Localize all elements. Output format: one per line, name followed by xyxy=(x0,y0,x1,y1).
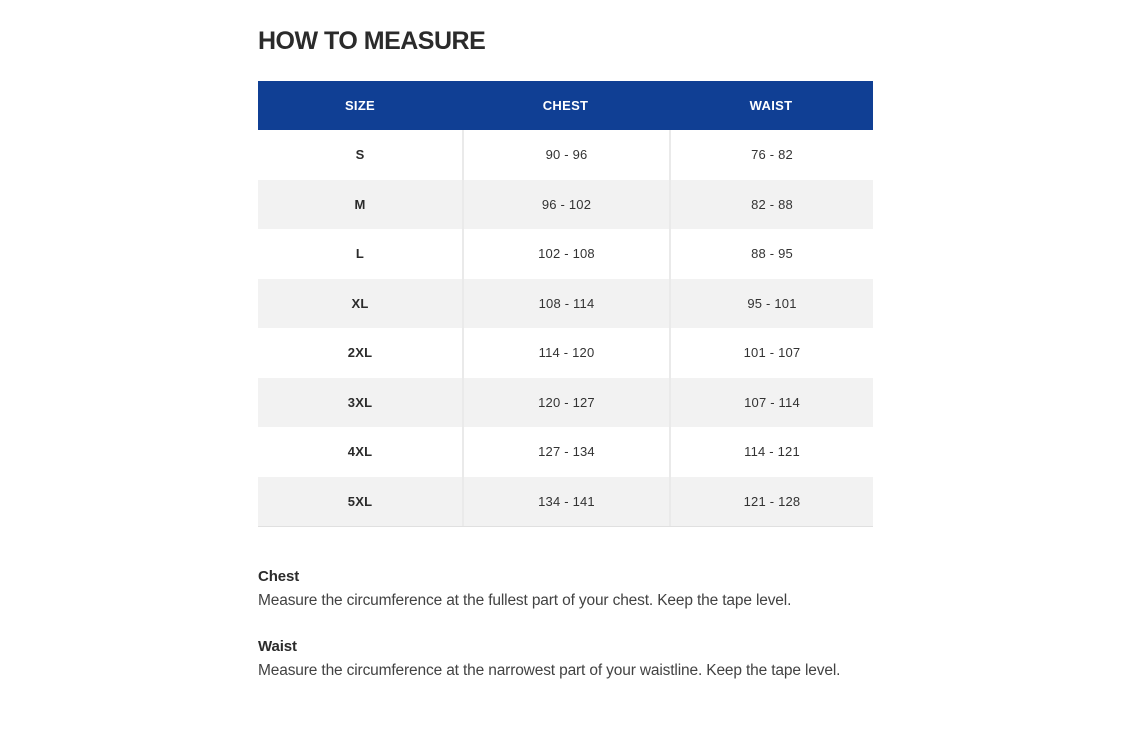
cell-waist: 121 - 128 xyxy=(669,477,873,527)
cell-size: 2XL xyxy=(347,345,373,361)
cell-size: S xyxy=(355,147,365,163)
note-chest xyxy=(258,567,873,611)
cell-chest: 108 - 114 xyxy=(462,279,669,329)
cell-chest: 114 - 120 xyxy=(462,328,669,378)
table-header-row xyxy=(258,81,873,130)
note-body-chest: Measure the circumference at the fullest part of your chest. Keep the tape level. xyxy=(258,592,792,609)
note-body-waist: Measure the circumference at the narrowest part of your waistline. Keep the tape level. xyxy=(258,662,841,679)
note-heading-waist: Waist xyxy=(258,638,297,655)
column-header-size: SIZE xyxy=(344,98,376,113)
note-heading-chest: Chest xyxy=(258,568,300,585)
cell-waist: 88 - 95 xyxy=(669,229,873,279)
cell-waist: 107 - 114 xyxy=(669,378,873,428)
cell-chest: 90 - 96 xyxy=(462,130,669,180)
cell-chest: 120 - 127 xyxy=(462,378,669,428)
note-waist xyxy=(258,637,873,681)
cell-chest: 102 - 108 xyxy=(462,229,669,279)
size-guide-content xyxy=(258,29,873,681)
table-row xyxy=(258,477,873,527)
cell-size: M xyxy=(354,196,366,212)
table-row xyxy=(258,130,873,180)
cell-chest: 96 - 102 xyxy=(462,180,669,230)
cell-size: L xyxy=(355,246,365,262)
cell-waist: 114 - 121 xyxy=(669,427,873,477)
table-body xyxy=(258,130,873,527)
table-row xyxy=(258,378,873,428)
cell-waist: 95 - 101 xyxy=(669,279,873,329)
cell-size: XL xyxy=(351,295,369,311)
column-header-waist: WAIST xyxy=(749,98,793,113)
page-title: HOW TO MEASURE xyxy=(258,27,486,55)
column-header-chest: CHEST xyxy=(542,98,589,113)
cell-chest: 134 - 141 xyxy=(462,477,669,527)
cell-chest: 127 - 134 xyxy=(462,427,669,477)
size-chart-table xyxy=(258,81,873,527)
table-row xyxy=(258,229,873,279)
cell-size: 4XL xyxy=(347,444,373,460)
table-row xyxy=(258,180,873,230)
cell-waist: 76 - 82 xyxy=(669,130,873,180)
cell-size: 5XL xyxy=(347,493,373,509)
cell-waist: 82 - 88 xyxy=(669,180,873,230)
cell-waist: 101 - 107 xyxy=(669,328,873,378)
table-row xyxy=(258,279,873,329)
cell-size: 3XL xyxy=(347,394,373,410)
table-row xyxy=(258,328,873,378)
table-row xyxy=(258,427,873,477)
